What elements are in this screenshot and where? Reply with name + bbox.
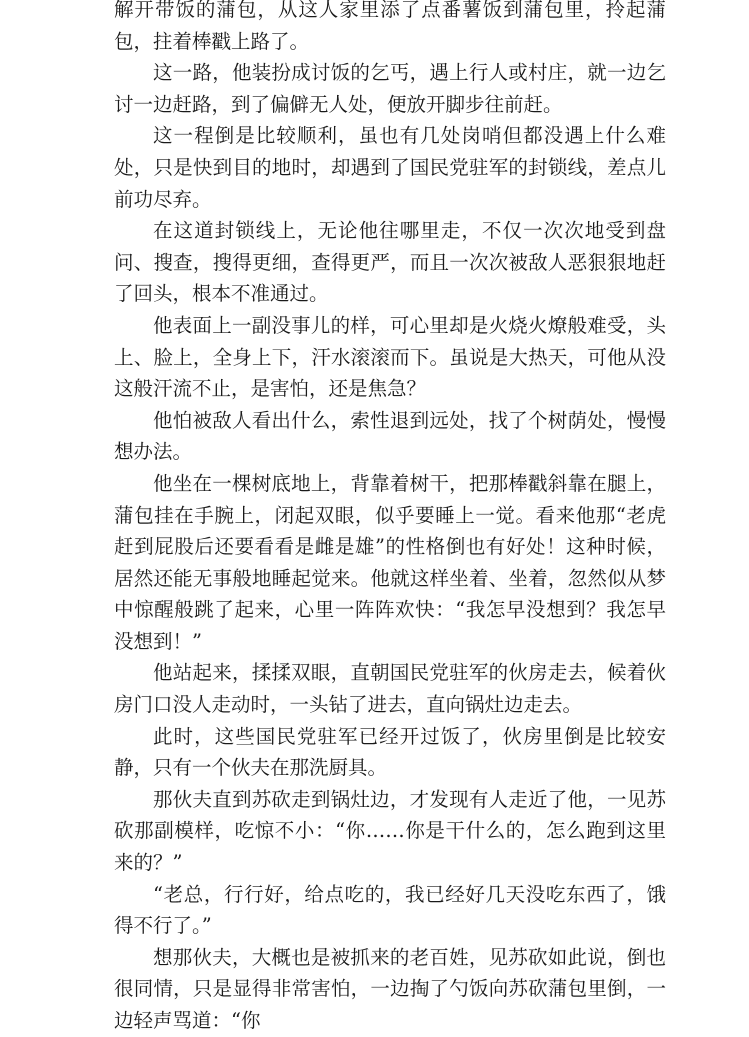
paragraph-4: 在这道封锁线上，无论他往哪里走，不仅一次次地受到盘问、搜查，搜得更细，查得更严，而且一次次被敌人恶狠狠地赶了回头，根本不准通过。 <box>114 219 666 306</box>
paragraph-1: 解开带饭的蒲包，从这人家里添了点番薯饭到蒲包里，拎起蒲包，拄着棒戳上路了。 <box>114 0 666 53</box>
paragraph-8: 他站起来，揉揉双眼，直朝国民党驻军的伙房走去，候着伙房门口没人走动时，一头钻了进去，直向锅灶边走去。 <box>114 661 666 717</box>
paragraph-3: 这一程倒是比较顺利，虽也有几处岗哨但都没遇上什么难处，只是快到目的地时，却遇到了国民党驻军的封锁线，差点儿前功尽弃。 <box>114 124 666 211</box>
document-page <box>114 0 666 1037</box>
paragraph-11: “老总，行行好，给点吃的，我已经好几天没吃东西了，饿得不行了。” <box>114 882 666 938</box>
paragraph-6: 他怕被敌人看出什么，索性退到远处，找了个树荫处，慢慢想办法。 <box>114 408 666 464</box>
paragraph-9: 此时，这些国民党驻军已经开过饭了，伙房里倒是比较安静，只有一个伙夫在那洗厨具。 <box>114 724 666 780</box>
paragraph-10: 那伙夫直到苏砍走到锅灶边，才发现有人走近了他，一见苏砍那副模样，吃惊不小：“你……你是干什么的，怎么跑到这里来的？” <box>114 787 666 875</box>
paragraph-5: 他表面上一副没事儿的样，可心里却是火烧火燎般难受，头上、脸上，全身上下，汗水滚滚而下。虽说是大热天，可他从没这般汗流不止，是害怕，还是焦急？ <box>114 313 666 401</box>
paragraph-2: 这一路，他装扮成讨饭的乞丐，遇上行人或村庄，就一边乞讨一边赶路，到了偏僻无人处，便放开脚步往前赶。 <box>114 61 666 116</box>
paragraph-12: 想那伙夫，大概也是被抓来的老百姓，见苏砍如此说，倒也很同情，只是显得非常害怕，一边掏了勺饭向苏砍蒲包里倒，一边轻声骂道：“你 <box>114 945 666 1032</box>
paragraph-7: 他坐在一棵树底地上，背靠着树干，把那棒戳斜靠在腿上，蒲包挂在手腕上，闭起双眼，似乎要睡上一觉。看来他那“老虎赶到屁股后还要看看是雌是雄”的性格倒也有好处！这种时候，居然还能无事般地睡起觉来。他就这样坐着、坐着，忽然似从梦中惊醒般跳了起来，心里一阵阵欢快：“我怎早没想到？我怎早没想到！” <box>114 471 666 653</box>
